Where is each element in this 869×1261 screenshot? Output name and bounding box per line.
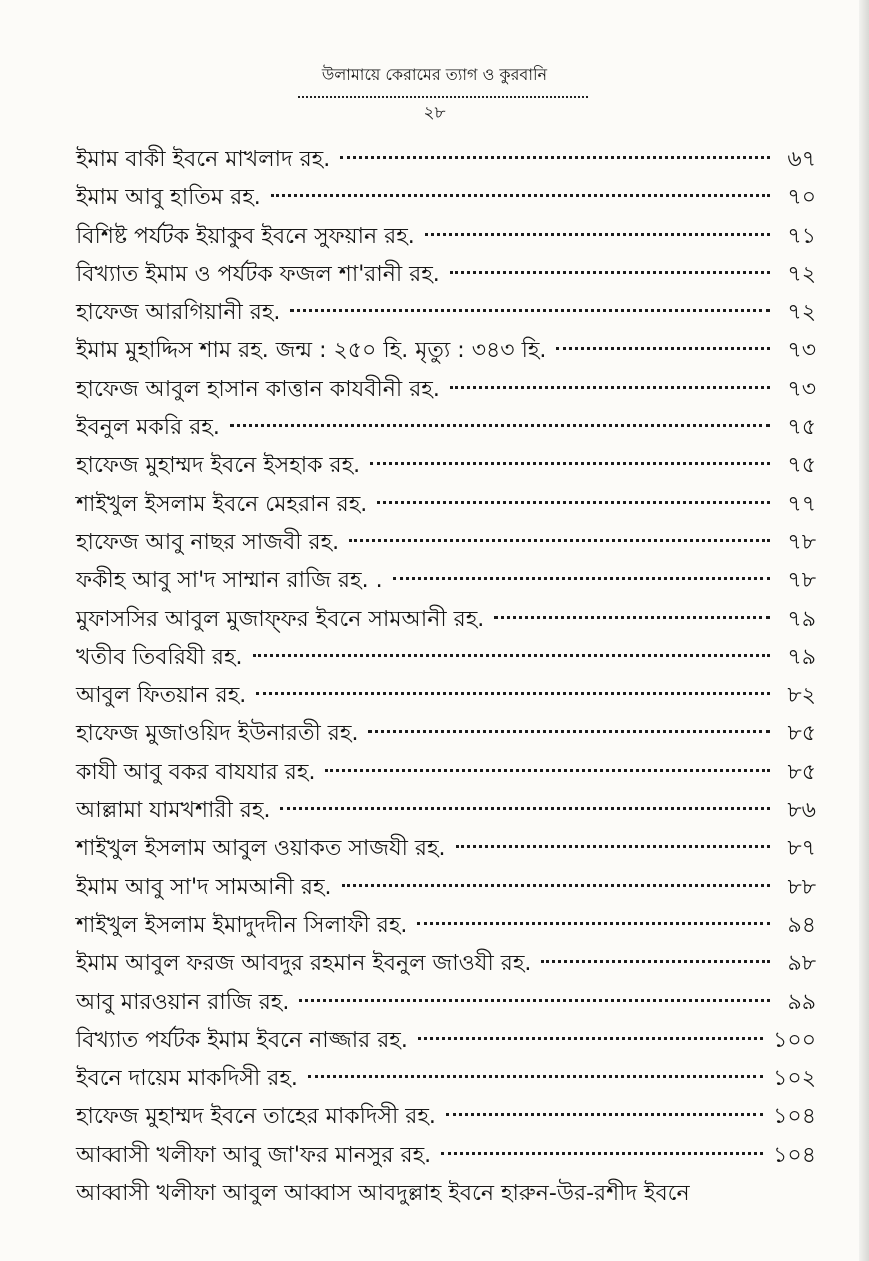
toc-entry: [76, 1098, 816, 1136]
toc-entry: [76, 830, 816, 868]
toc-entry-title: আব্বাসী খলীফা আবুল আব্বাস আবদুল্লাহ ইবনে হারুন-উর-রশীদ ইবনে: [76, 1181, 690, 1207]
toc-entry-page-number: ৭১: [787, 223, 816, 249]
toc-entry-page-number: ৬৭: [787, 147, 816, 172]
toc-entry-page-number: ৭৫: [787, 415, 816, 441]
toc-entry-title: বিখ্যাত পর্যটক ইমাম ইবনে নাজ্জার রহ.: [76, 1027, 408, 1053]
toc-entry: [76, 1022, 816, 1060]
toc-entry-title: আবুল ফিতয়ান রহ.: [76, 683, 247, 709]
dot-leader: [417, 922, 770, 925]
toc-entry-title: বিখ্যাত ইমাম ও পর্যটক ফজল শা'রানী রহ.: [76, 261, 440, 287]
dot-leader: [256, 692, 770, 695]
toc-entry: [76, 332, 816, 370]
toc-entry: [76, 601, 816, 639]
toc-entry: [76, 945, 816, 983]
toc-entry-title: ইমাম আবু হাতিম রহ.: [76, 185, 261, 211]
toc-entry-title: হাফেজ আরগিয়ানী রহ.: [76, 300, 281, 326]
dot-leader: [556, 347, 770, 350]
toc-entry-page-number: ৭৮: [787, 529, 816, 555]
dot-leader: [280, 807, 770, 810]
dot-leader: [290, 309, 770, 312]
toc-entry: [76, 984, 816, 1022]
toc-entry-page-number: ৮৮: [787, 874, 816, 900]
toc-entry-title: ইবনুল মকরি রহ.: [76, 415, 220, 441]
toc-entry: [76, 447, 816, 485]
toc-entry: [76, 218, 816, 256]
dot-leader: [450, 271, 770, 274]
dot-leader: [342, 884, 770, 887]
dot-leader: [368, 730, 770, 733]
toc-entry: [76, 562, 816, 600]
toc-entry-page-number: ১০০: [773, 1027, 816, 1053]
toc-entry-page-number: ১০৪: [773, 1142, 816, 1168]
toc-entry-page-number: ৭৩: [787, 376, 816, 402]
dot-leader: [308, 1075, 763, 1078]
toc-entry-title: আব্বাসী খলীফা আবু জা'ফর মানসুর রহ.: [76, 1142, 432, 1168]
toc-entry-page-number: ৯৮: [787, 951, 816, 977]
toc-entry-title: হাফেজ মুজাওয়িদ ইউনারতী রহ.: [76, 721, 359, 747]
dot-leader: [425, 233, 770, 236]
toc-entry-title: ইমাম আবুল ফরজ আবদুর রহমান ইবনুল জাওযী রহ.: [76, 951, 532, 977]
toc-entry-page-number: ৭২: [787, 300, 816, 326]
toc-entry: [76, 141, 816, 179]
toc-entry: [76, 792, 816, 830]
toc-entry: [76, 179, 816, 217]
toc-entry-page-number: ৭০: [787, 185, 816, 211]
toc-entry: [76, 1060, 816, 1098]
toc-entry: [76, 907, 816, 945]
toc-entry-title: মুফাসসির আবুল মুজাফ্ফর ইবনে সামআনী রহ.: [76, 606, 485, 632]
dot-leader: [441, 1152, 763, 1155]
toc-entry-page-number: ৯৯: [787, 989, 816, 1015]
toc-entry-page-number: ৮৫: [787, 721, 816, 747]
dot-leader: [370, 462, 770, 465]
running-header: [0, 62, 869, 93]
toc-entry-title: ইবনে দায়েম মাকদিসী রহ.: [76, 1066, 298, 1092]
toc-entry: [76, 869, 816, 907]
toc-entry-title: হাফেজ মুহাম্মদ ইবনে তাহের মাকদিসী রহ.: [76, 1104, 436, 1130]
toc-entry-continued: [76, 1175, 816, 1213]
toc-entry-title: ইমাম বাকী ইবনে মাখলাদ রহ.: [76, 147, 331, 172]
dot-leader: [456, 845, 770, 848]
toc-entry: [76, 754, 816, 792]
page-number: ২৮: [423, 103, 446, 123]
dot-leader: [418, 1037, 763, 1040]
table-of-contents: [76, 141, 816, 1213]
toc-entry-page-number: ১০২: [773, 1066, 816, 1092]
toc-entry-page-number: ৮৫: [787, 759, 816, 785]
toc-entry-title: শাইখুল ইসলাম ইমাদুদদীন সিলাফী রহ.: [76, 912, 408, 938]
toc-entry-title: কাযী আবু বকর বাযযার রহ.: [76, 759, 316, 785]
toc-entry-title: হাফেজ মুহাম্মদ ইবনে ইসহাক রহ.: [76, 453, 361, 479]
dot-leader: [446, 1113, 763, 1116]
dot-leader: [253, 654, 770, 657]
toc-entry-title: আল্লামা যামখশারী রহ.: [76, 798, 271, 824]
toc-entry-title: খতীব তিবরিযী রহ.: [76, 644, 243, 670]
dot-leader: [325, 769, 770, 772]
toc-entry-title: শাইখুল ইসলাম আবুল ওয়াকত সাজযী রহ.: [76, 836, 446, 862]
toc-entry-page-number: ৭৭: [787, 491, 816, 517]
header-dotted-rule: [298, 96, 588, 98]
dot-leader: [393, 577, 770, 580]
toc-entry: [76, 486, 816, 524]
toc-entry-page-number: ৭৯: [787, 606, 816, 632]
toc-entry-title: ফকীহ আবু সা'দ সাম্মান রাজি রহ. .: [76, 568, 383, 594]
dot-leader: [299, 999, 770, 1002]
toc-entry: [76, 256, 816, 294]
toc-entry-page-number: ১০৪: [773, 1104, 816, 1130]
toc-entry-page-number: ৭৯: [787, 644, 816, 670]
toc-entry-page-number: ৭৫: [787, 453, 816, 479]
toc-entry: [76, 371, 816, 409]
toc-entry-title: শাইখুল ইসলাম ইবনে মেহরান রহ.: [76, 491, 368, 517]
dot-leader: [541, 960, 770, 963]
dot-leader: [230, 424, 770, 427]
page-edge-shadow: [859, 0, 869, 1261]
toc-entry: [76, 639, 816, 677]
toc-entry-page-number: ৮৬: [787, 798, 816, 824]
toc-entry-page-number: ৮৭: [787, 836, 816, 862]
toc-entry-page-number: ৯৪: [787, 912, 816, 938]
toc-entry: [76, 409, 816, 447]
toc-entry: [76, 294, 816, 332]
toc-entry-title: ইমাম আবু সা'দ সামআনী রহ.: [76, 874, 332, 900]
toc-entry-title: হাফেজ আবুল হাসান কাত্তান কাযবীনী রহ.: [76, 376, 440, 402]
book-title: উলামায়ে কেরামের ত্যাগ ও কুরবানি: [321, 65, 548, 84]
toc-entry-title: হাফেজ আবু নাছর সাজবী রহ.: [76, 529, 340, 555]
toc-entry-page-number: ৭৮: [787, 568, 816, 594]
dot-leader: [349, 539, 770, 542]
toc-entry-title: বিশিষ্ট পর্যটক ইয়াকুব ইবনে সুফয়ান রহ.: [76, 223, 415, 249]
toc-entry-title: আবু মারওয়ান রাজি রহ.: [76, 989, 290, 1015]
toc-entry-title: ইমাম মুহাদ্দিস শাম রহ. জন্ম : ২৫০ হি. মৃত্যু : ৩৪৩ হি.: [76, 338, 547, 364]
dot-leader: [271, 194, 770, 197]
toc-entry-page-number: ৭২: [787, 261, 816, 287]
toc-entry: [76, 524, 816, 562]
dot-leader: [450, 386, 770, 389]
toc-entry: [76, 715, 816, 753]
toc-entry: [76, 1137, 816, 1175]
toc-entry: [76, 677, 816, 715]
dot-leader: [377, 501, 770, 504]
dot-leader: [340, 156, 770, 159]
toc-entry-page-number: ৮২: [787, 683, 816, 709]
toc-entry-page-number: ৭৩: [787, 338, 816, 364]
dot-leader: [494, 616, 770, 619]
